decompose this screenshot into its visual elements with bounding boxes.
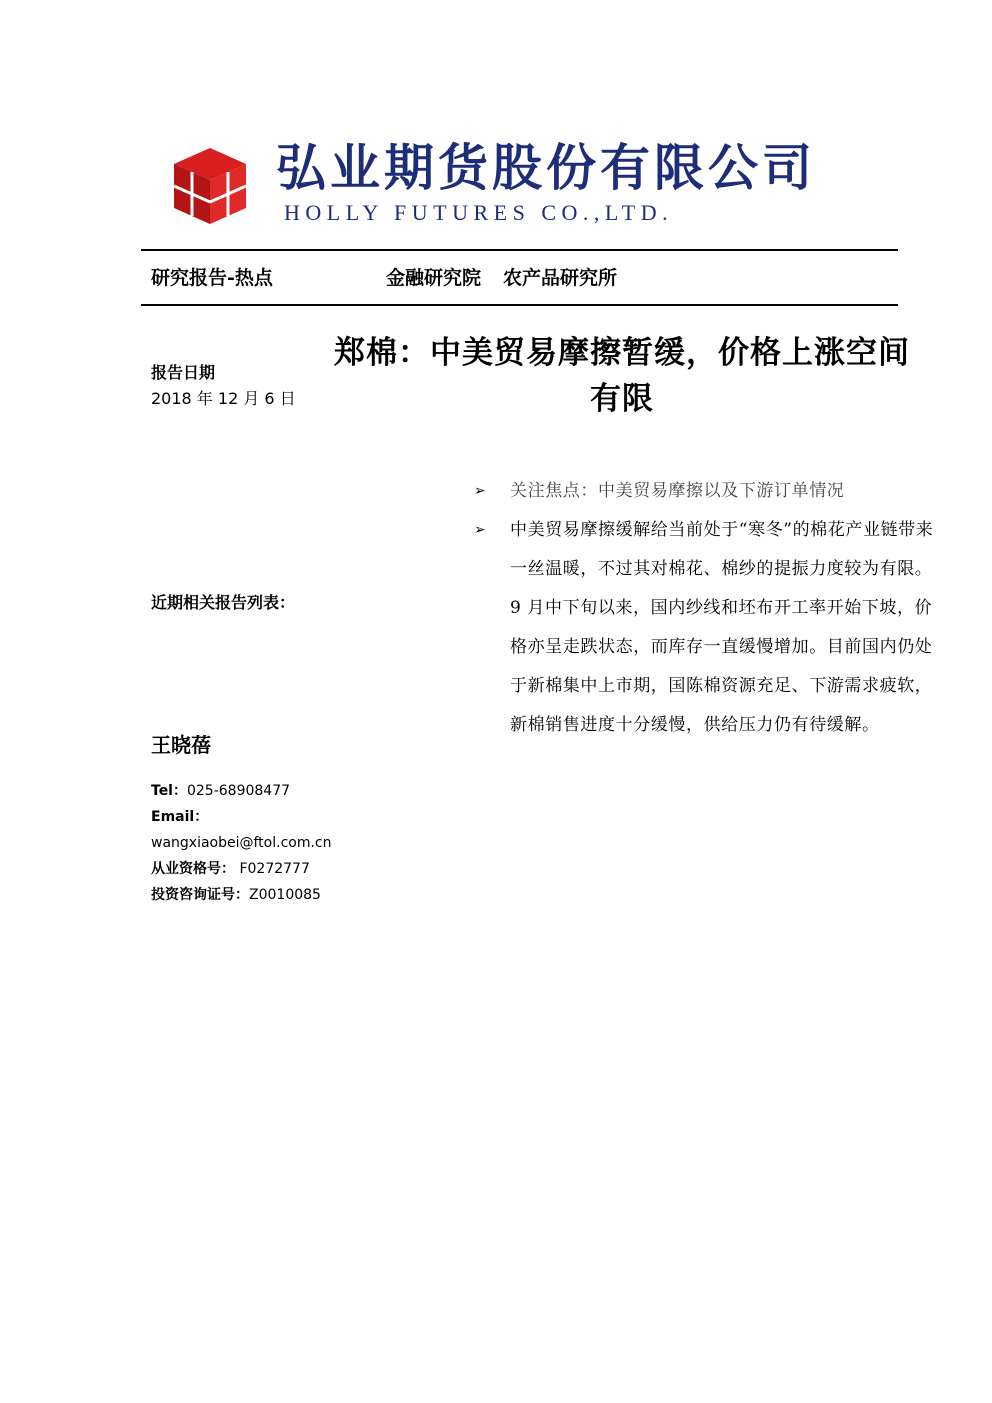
author-name: 王晓蓓 xyxy=(151,733,211,757)
arrow-bullet-icon: ➢ xyxy=(474,522,486,538)
tel-label: Tel： xyxy=(151,783,187,799)
company-logo xyxy=(168,138,833,230)
department-name: 农产品研究所 xyxy=(503,267,618,289)
report-date-label: 报告日期 xyxy=(151,363,216,382)
qualification-value: F0272777 xyxy=(239,861,310,877)
institute-name: 金融研究院 xyxy=(386,267,482,289)
report-department xyxy=(386,263,617,290)
report-category: 研究报告-热点 xyxy=(151,267,273,289)
email-row xyxy=(151,804,332,830)
bullet-item xyxy=(470,472,940,511)
header-top-rule xyxy=(141,249,898,251)
company-name-en: HOLLY FUTURES CO.,LTD. xyxy=(284,200,674,225)
arrow-bullet-icon: ➢ xyxy=(474,483,486,499)
qualification-label: 从业资格号： xyxy=(151,861,235,877)
email-value[interactable]: wangxiaobei@ftol.com.cn xyxy=(151,835,332,851)
consulting-label: 投资咨询证号： xyxy=(151,887,249,903)
email-label: Email： xyxy=(151,809,209,825)
bullet-item xyxy=(470,511,940,745)
author-contact xyxy=(151,778,332,908)
tel-row xyxy=(151,778,332,804)
consulting-row xyxy=(151,882,332,908)
company-name-cn: 弘业期货股份有限公司 xyxy=(276,138,816,197)
consulting-value: Z0010085 xyxy=(249,887,321,903)
summary-bullets xyxy=(470,472,940,745)
report-date-value: 2018 年 12 月 6 日 xyxy=(151,389,296,408)
qualification-row xyxy=(151,856,332,882)
tel-value: 025-68908477 xyxy=(186,783,291,799)
company-logo-mark-icon xyxy=(168,142,252,226)
recent-reports-label: 近期相关报告列表： xyxy=(151,593,296,612)
bullet-text: 关注焦点：中美贸易摩擦以及下游订单情况 xyxy=(510,481,845,501)
report-title: 郑棉：中美贸易摩擦暂缓，价格上涨空间有限 xyxy=(334,335,910,417)
bullet-text: 中美贸易摩擦缓解给当前处于“寒冬”的棉花产业链带来一丝温暖，不过其对棉花、棉纱的提振力度较为有限。9 月中下旬以来，国内纱线和坯布开工率开始下坡，价格亦呈走跌状态，而库存一直缓慢增加。目前国内仍处于新棉集中上市期，国陈棉资源充足、下游需求疲软，新棉销售进度十分缓慢，供给压力仍有待缓解。 xyxy=(510,520,934,735)
header-bottom-rule xyxy=(141,304,898,306)
